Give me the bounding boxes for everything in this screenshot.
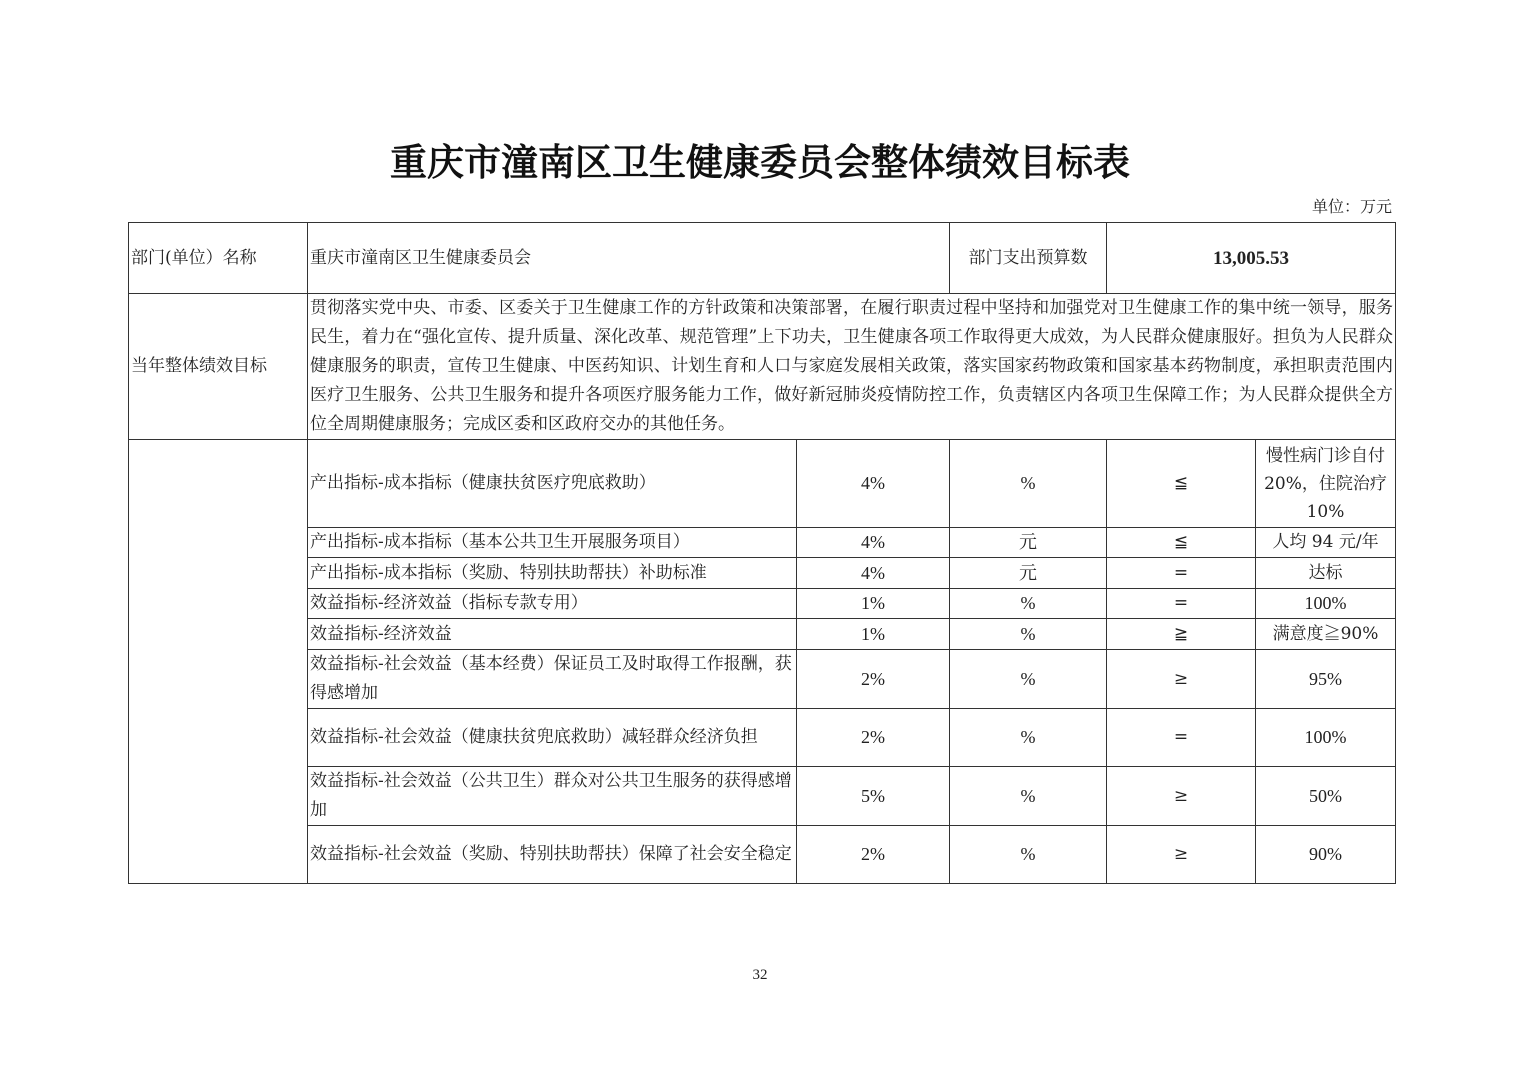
- dept-name-value: 重庆市潼南区卫生健康委员会: [308, 223, 950, 294]
- indicator-weight: 2%: [797, 709, 950, 767]
- indicator-name: 产出指标-成本指标（奖励、特别扶助帮扶）补助标准: [308, 558, 797, 589]
- indicator-row: [129, 709, 1396, 767]
- indicator-name: 效益指标-社会效益（奖励、特别扶助帮扶）保障了社会安全稳定: [308, 826, 797, 884]
- indicator-row: [129, 589, 1396, 619]
- indicator-unit: 元: [950, 528, 1107, 558]
- indicator-operator: ≦: [1107, 528, 1256, 558]
- indicator-operator: ≥: [1107, 650, 1256, 709]
- indicator-operator: =: [1107, 709, 1256, 767]
- indicator-target: 达标: [1256, 558, 1396, 589]
- page-number: 32: [752, 967, 768, 983]
- indicator-name: 产出指标-成本指标（基本公共卫生开展服务项目）: [308, 528, 797, 558]
- indicator-target: 人均 94 元/年: [1256, 528, 1396, 558]
- page-title: 重庆市潼南区卫生健康委员会整体绩效目标表: [390, 140, 1130, 184]
- indicator-name: 效益指标-社会效益（基本经费）保证员工及时取得工作报酬，获得感增加: [308, 650, 797, 709]
- budget-label: 部门支出预算数: [950, 223, 1107, 294]
- indicator-row: [129, 650, 1396, 709]
- indicator-unit: %: [950, 440, 1107, 528]
- indicator-row: [129, 826, 1396, 884]
- indicator-weight: 5%: [797, 767, 950, 826]
- indicator-row: [129, 528, 1396, 558]
- indicator-target: 100%: [1256, 589, 1396, 619]
- indicator-unit: 元: [950, 558, 1107, 589]
- indicator-target: 慢性病门诊自付20%，住院治疗10%: [1256, 440, 1396, 528]
- indicator-target: 100%: [1256, 709, 1396, 767]
- indicator-unit: %: [950, 767, 1107, 826]
- indicator-name: 效益指标-社会效益（公共卫生）群众对公共卫生服务的获得感增加: [308, 767, 797, 826]
- goal-row: [129, 294, 1396, 440]
- indicator-operator: ≦: [1107, 440, 1256, 528]
- indicator-row: [129, 440, 1396, 528]
- indicator-group-cell: [129, 440, 308, 884]
- indicator-name: 效益指标-经济效益: [308, 619, 797, 650]
- indicator-target: 满意度≧90%: [1256, 619, 1396, 650]
- indicator-operator: =: [1107, 589, 1256, 619]
- indicator-operator: ≧: [1107, 619, 1256, 650]
- indicator-unit: %: [950, 619, 1107, 650]
- indicator-weight: 4%: [797, 528, 950, 558]
- indicator-row: [129, 558, 1396, 589]
- indicator-weight: 2%: [797, 650, 950, 709]
- indicator-unit: %: [950, 709, 1107, 767]
- indicator-weight: 1%: [797, 589, 950, 619]
- indicator-operator: ≥: [1107, 826, 1256, 884]
- indicator-unit: %: [950, 826, 1107, 884]
- indicator-name: 产出指标-成本指标（健康扶贫医疗兜底救助）: [308, 440, 797, 528]
- dept-header-row: [129, 223, 1396, 294]
- indicator-weight: 2%: [797, 826, 950, 884]
- indicator-operator: =: [1107, 558, 1256, 589]
- indicator-target: 50%: [1256, 767, 1396, 826]
- budget-value: 13,005.53: [1107, 223, 1396, 294]
- performance-table: [128, 222, 1396, 884]
- unit-label: 单位：万元: [1311, 197, 1392, 216]
- indicator-name: 效益指标-社会效益（健康扶贫兜底救助）减轻群众经济负担: [308, 709, 797, 767]
- dept-name-label: 部门(单位）名称: [129, 223, 308, 294]
- indicator-target: 95%: [1256, 650, 1396, 709]
- indicator-unit: %: [950, 650, 1107, 709]
- indicator-weight: 4%: [797, 440, 950, 528]
- indicator-unit: %: [950, 589, 1107, 619]
- indicator-name: 效益指标-经济效益（指标专款专用）: [308, 589, 797, 619]
- indicator-weight: 4%: [797, 558, 950, 589]
- goal-label: 当年整体绩效目标: [129, 294, 308, 440]
- indicator-operator: ≥: [1107, 767, 1256, 826]
- indicator-weight: 1%: [797, 619, 950, 650]
- indicator-target: 90%: [1256, 826, 1396, 884]
- indicator-row: [129, 619, 1396, 650]
- indicator-row: [129, 767, 1396, 826]
- goal-text: 贯彻落实党中央、市委、区委关于卫生健康工作的方针政策和决策部署，在履行职责过程中坚持和加强党对卫生健康工作的集中统一领导，服务民生，着力在“强化宣传、提升质量、深化改革、规范管理”上下功夫，卫生健康各项工作取得更大成效，为人民群众健康服好。担负为人民群众健康服务的职责，宣传卫生健康、中医药知识、计划生育和人口与家庭发展相关政策，落实国家药物政策和国家基本药物制度，承担职责范围内医疗卫生服务、公共卫生服务和提升各项医疗服务能力工作，做好新冠肺炎疫情防控工作，负责辖区内各项卫生保障工作；为人民群众提供全方位全周期健康服务；完成区委和区政府交办的其他任务。: [308, 294, 1396, 440]
